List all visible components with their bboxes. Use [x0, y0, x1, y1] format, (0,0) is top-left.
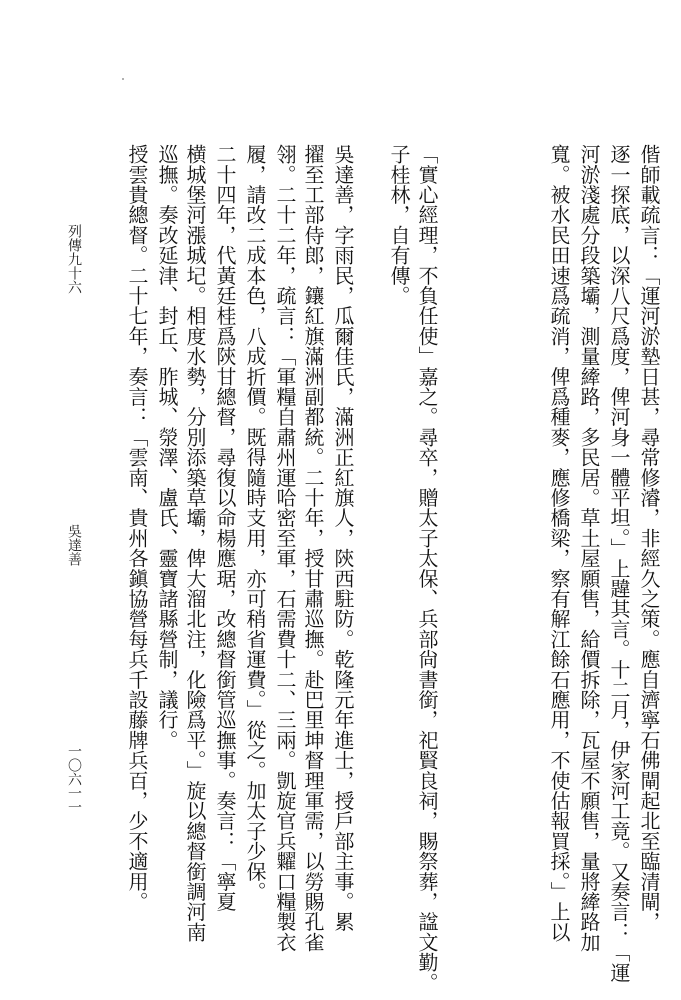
text-column: 「實心經理，不負任使」嘉之。尋卒，贈太子太保、兵部尙書銜，祀賢良祠，賜祭葬，諡文勤。 [415, 144, 439, 993]
text-column: 逐一探底，以深八尺爲度，俾河身一體平坦。」上韙其言。十二月，伊家河工竟。又奏言：「運 [607, 144, 631, 983]
page-number: 一〇六一一 [66, 744, 82, 814]
text-column: 授雲貴總督。二十七年，奏言：「雲南、貴州各鎭協營每兵千設藤牌兵百，少不適用。 [125, 144, 149, 912]
text-column: 吳達善，字雨民，瓜爾佳氏，滿洲正紅旗人，陝西駐防。乾隆元年進士，授戶部主事。累 [331, 144, 355, 932]
text-column: 偕師載疏言：「運河淤墊日甚，尋常修濬，非經久之策。應自濟寧石佛閘起北至臨清閘， [637, 144, 661, 932]
text-column: 二十四年，代黃廷桂爲陝甘總督，尋復以命楊應琚，改總督銜管巡撫事。奏言：「寧夏 [213, 144, 237, 912]
text-column: 履，請改二成本色，八成折價。既得隨時支用，亦可稍省運費。」從之。加太子少保。 [243, 144, 267, 902]
text-column: 横城堡河漲城圮。相度水勢，分別添築草壩，俾大溜北注，化險爲平。」旋以總督銜調河南 [183, 144, 207, 942]
text-column: 巡撫。奏改延津、封丘、胙城、滎澤、盧氏、靈寶諸縣營制，議行。 [155, 144, 179, 750]
text-column: 河淤淺處分段築壩，測量縴路，多民居。草土屋願售，給價拆除，瓦屋不願售，量將縴路加 [577, 144, 601, 952]
page-footer [62, 224, 86, 964]
biography-subject: 吳達善 [66, 524, 82, 566]
chapter-title: 列傳九十六 [66, 224, 82, 294]
text-column: 寬。被水民田速爲疏消，俾爲種麥，應修橋梁，察有解江餘石應用，不使估報買採。」上以 [547, 144, 571, 942]
text-column: 翎。二十二年，疏言：「軍糧自肅州運哈密至軍，石需費十二、三兩。凱旋官兵糶口糧製衣 [273, 144, 297, 952]
text-column: 子桂林，自有傳。 [387, 144, 411, 306]
text-column: 擢至工部侍郎，鑲紅旗滿洲副都統。二十年，授甘肅巡撫。赴巴里坤督理軍需，以勞賜孔雀 [301, 144, 325, 952]
paper-speck [122, 78, 124, 80]
